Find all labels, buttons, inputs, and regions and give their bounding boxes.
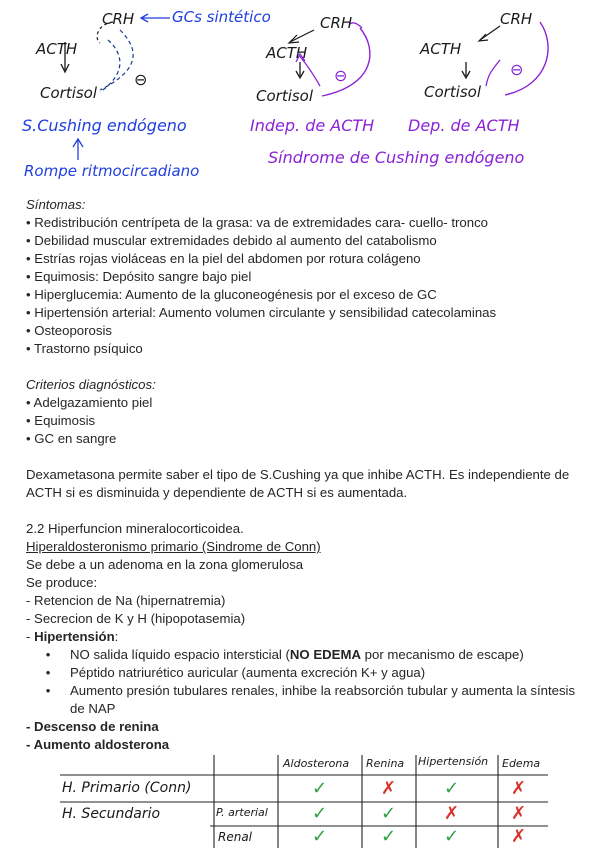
table-mark: ✓ xyxy=(312,803,328,824)
d3-minus-sign: ⊖ xyxy=(510,60,524,79)
table-mark: ✓ xyxy=(381,803,397,824)
d1-crh: CRH xyxy=(102,10,135,28)
criterio-item: • GC en sangre xyxy=(26,431,117,446)
sintoma-item: • Osteoporosis xyxy=(26,323,112,338)
d1-sub-caption: Rompe ritmocircadiano xyxy=(24,162,200,180)
table-row-label: H. Primario (Conn) xyxy=(62,780,192,796)
d2-cortisol: Cortisol xyxy=(256,87,314,105)
hta-subitem: • Aumento presión tubulares renales, inhibe la reabsorción tubular y aumenta la síntesis de NAP xyxy=(45,683,576,716)
table-mark: ✗ xyxy=(444,803,460,824)
sintoma-item: • Debilidad muscular extremidades debido al aumento del catabolismo xyxy=(26,233,437,248)
table-row-sublabel: Renal xyxy=(218,830,253,844)
d3-crh: CRH xyxy=(500,10,533,28)
sintoma-item: • Redistribución centrípeta de la grasa: va de extremidades cara- cuello- tronco xyxy=(26,215,489,230)
dexametasona-paragraph: Dexametasona permite saber el tipo de S.Cushing ya que inhibe ACTH. Es independiente de ACTH si es disminuida y dependiente de ACTH si es aumentada. xyxy=(26,467,570,500)
table-mark: ✓ xyxy=(444,778,460,799)
table-header-hipertension: Hipertensión xyxy=(418,755,489,768)
potasio-line: - Secrecion de K y H (hipopotasemia) xyxy=(26,611,246,626)
criterio-item: • Equimosis xyxy=(26,413,96,428)
d1-cortisol: Cortisol xyxy=(40,84,98,102)
table-mark: ✗ xyxy=(511,803,527,824)
table-mark: ✓ xyxy=(381,826,397,847)
table-header-edema: Edema xyxy=(502,757,541,770)
d1-minus-sign: ⊖ xyxy=(134,70,148,89)
section-subtitle: Hiperaldosteronismo primario (Sindrome de Conn) xyxy=(26,539,321,554)
sintoma-item: • Equimosis: Depósito sangre bajo piel xyxy=(26,269,252,284)
table-row-label: H. Secundario xyxy=(62,806,161,822)
d3-caption: Dep. de ACTH xyxy=(408,116,520,135)
table-row-sublabel: P. arterial xyxy=(216,806,268,819)
renina-line: - Descenso de renina xyxy=(26,719,159,734)
d2-crh: CRH xyxy=(320,14,353,32)
criterios-heading: Criterios diagnósticos: xyxy=(26,377,156,392)
hta-subitem: • Péptido natriurético auricular (aumenta excreción K+ y agua) xyxy=(45,665,426,680)
sintoma-item: • Trastorno psíquico xyxy=(26,341,143,356)
table-mark: ✗ xyxy=(511,826,527,847)
sintoma-item: • Hipertensión arterial: Aumento volumen circulante y sensibilidad catecolaminas xyxy=(26,305,497,320)
table-mark: ✓ xyxy=(444,826,460,847)
hta-subitem: • NO salida líquido espacio intersticial (NO EDEMA por mecanismo de escape) xyxy=(45,647,524,662)
sintoma-item: • Estrías rojas violáceas en la piel del abdomen por rotura colágeno xyxy=(26,251,421,266)
d1-caption: S.Cushing endógeno xyxy=(22,116,187,135)
table-mark: ✓ xyxy=(312,778,328,799)
produce-line: Se produce: xyxy=(26,575,98,590)
d1-acth: ACTH xyxy=(36,40,78,58)
d2-caption: Indep. de ACTH xyxy=(250,116,375,135)
sodio-line: - Retencion de Na (hipernatremia) xyxy=(26,593,226,608)
d3-cortisol: Cortisol xyxy=(424,83,482,101)
criterio-item: • Adelgazamiento piel xyxy=(26,395,153,410)
sintomas-heading: Síntomas: xyxy=(26,197,86,212)
adenoma-line: Se debe a un adenoma en la zona glomerulosa xyxy=(26,557,304,572)
table-header-aldosterona: Aldosterona xyxy=(283,757,350,770)
table-mark: ✓ xyxy=(312,826,328,847)
d2-acth: ACTH xyxy=(266,44,308,62)
table-mark: ✗ xyxy=(381,778,397,799)
d2-minus-sign: ⊖ xyxy=(334,66,348,85)
d1-gcs-sintetico: GCs sintético xyxy=(172,8,271,26)
section-title: 2.2 Hiperfuncion mineralocorticoidea. xyxy=(26,521,244,536)
aldosterona-line: - Aumento aldosterona xyxy=(26,737,170,752)
table-header-renina: Renina xyxy=(366,757,405,770)
hipertension-line: - Hipertensión: xyxy=(26,629,119,644)
sintoma-item: • Hiperglucemia: Aumento de la gluconeogénesis por el exceso de GC xyxy=(26,287,437,302)
table-mark: ✗ xyxy=(511,778,527,799)
d3-acth: ACTH xyxy=(420,40,462,58)
cushing-endogeno-caption: Síndrome de Cushing endógeno xyxy=(268,148,525,167)
